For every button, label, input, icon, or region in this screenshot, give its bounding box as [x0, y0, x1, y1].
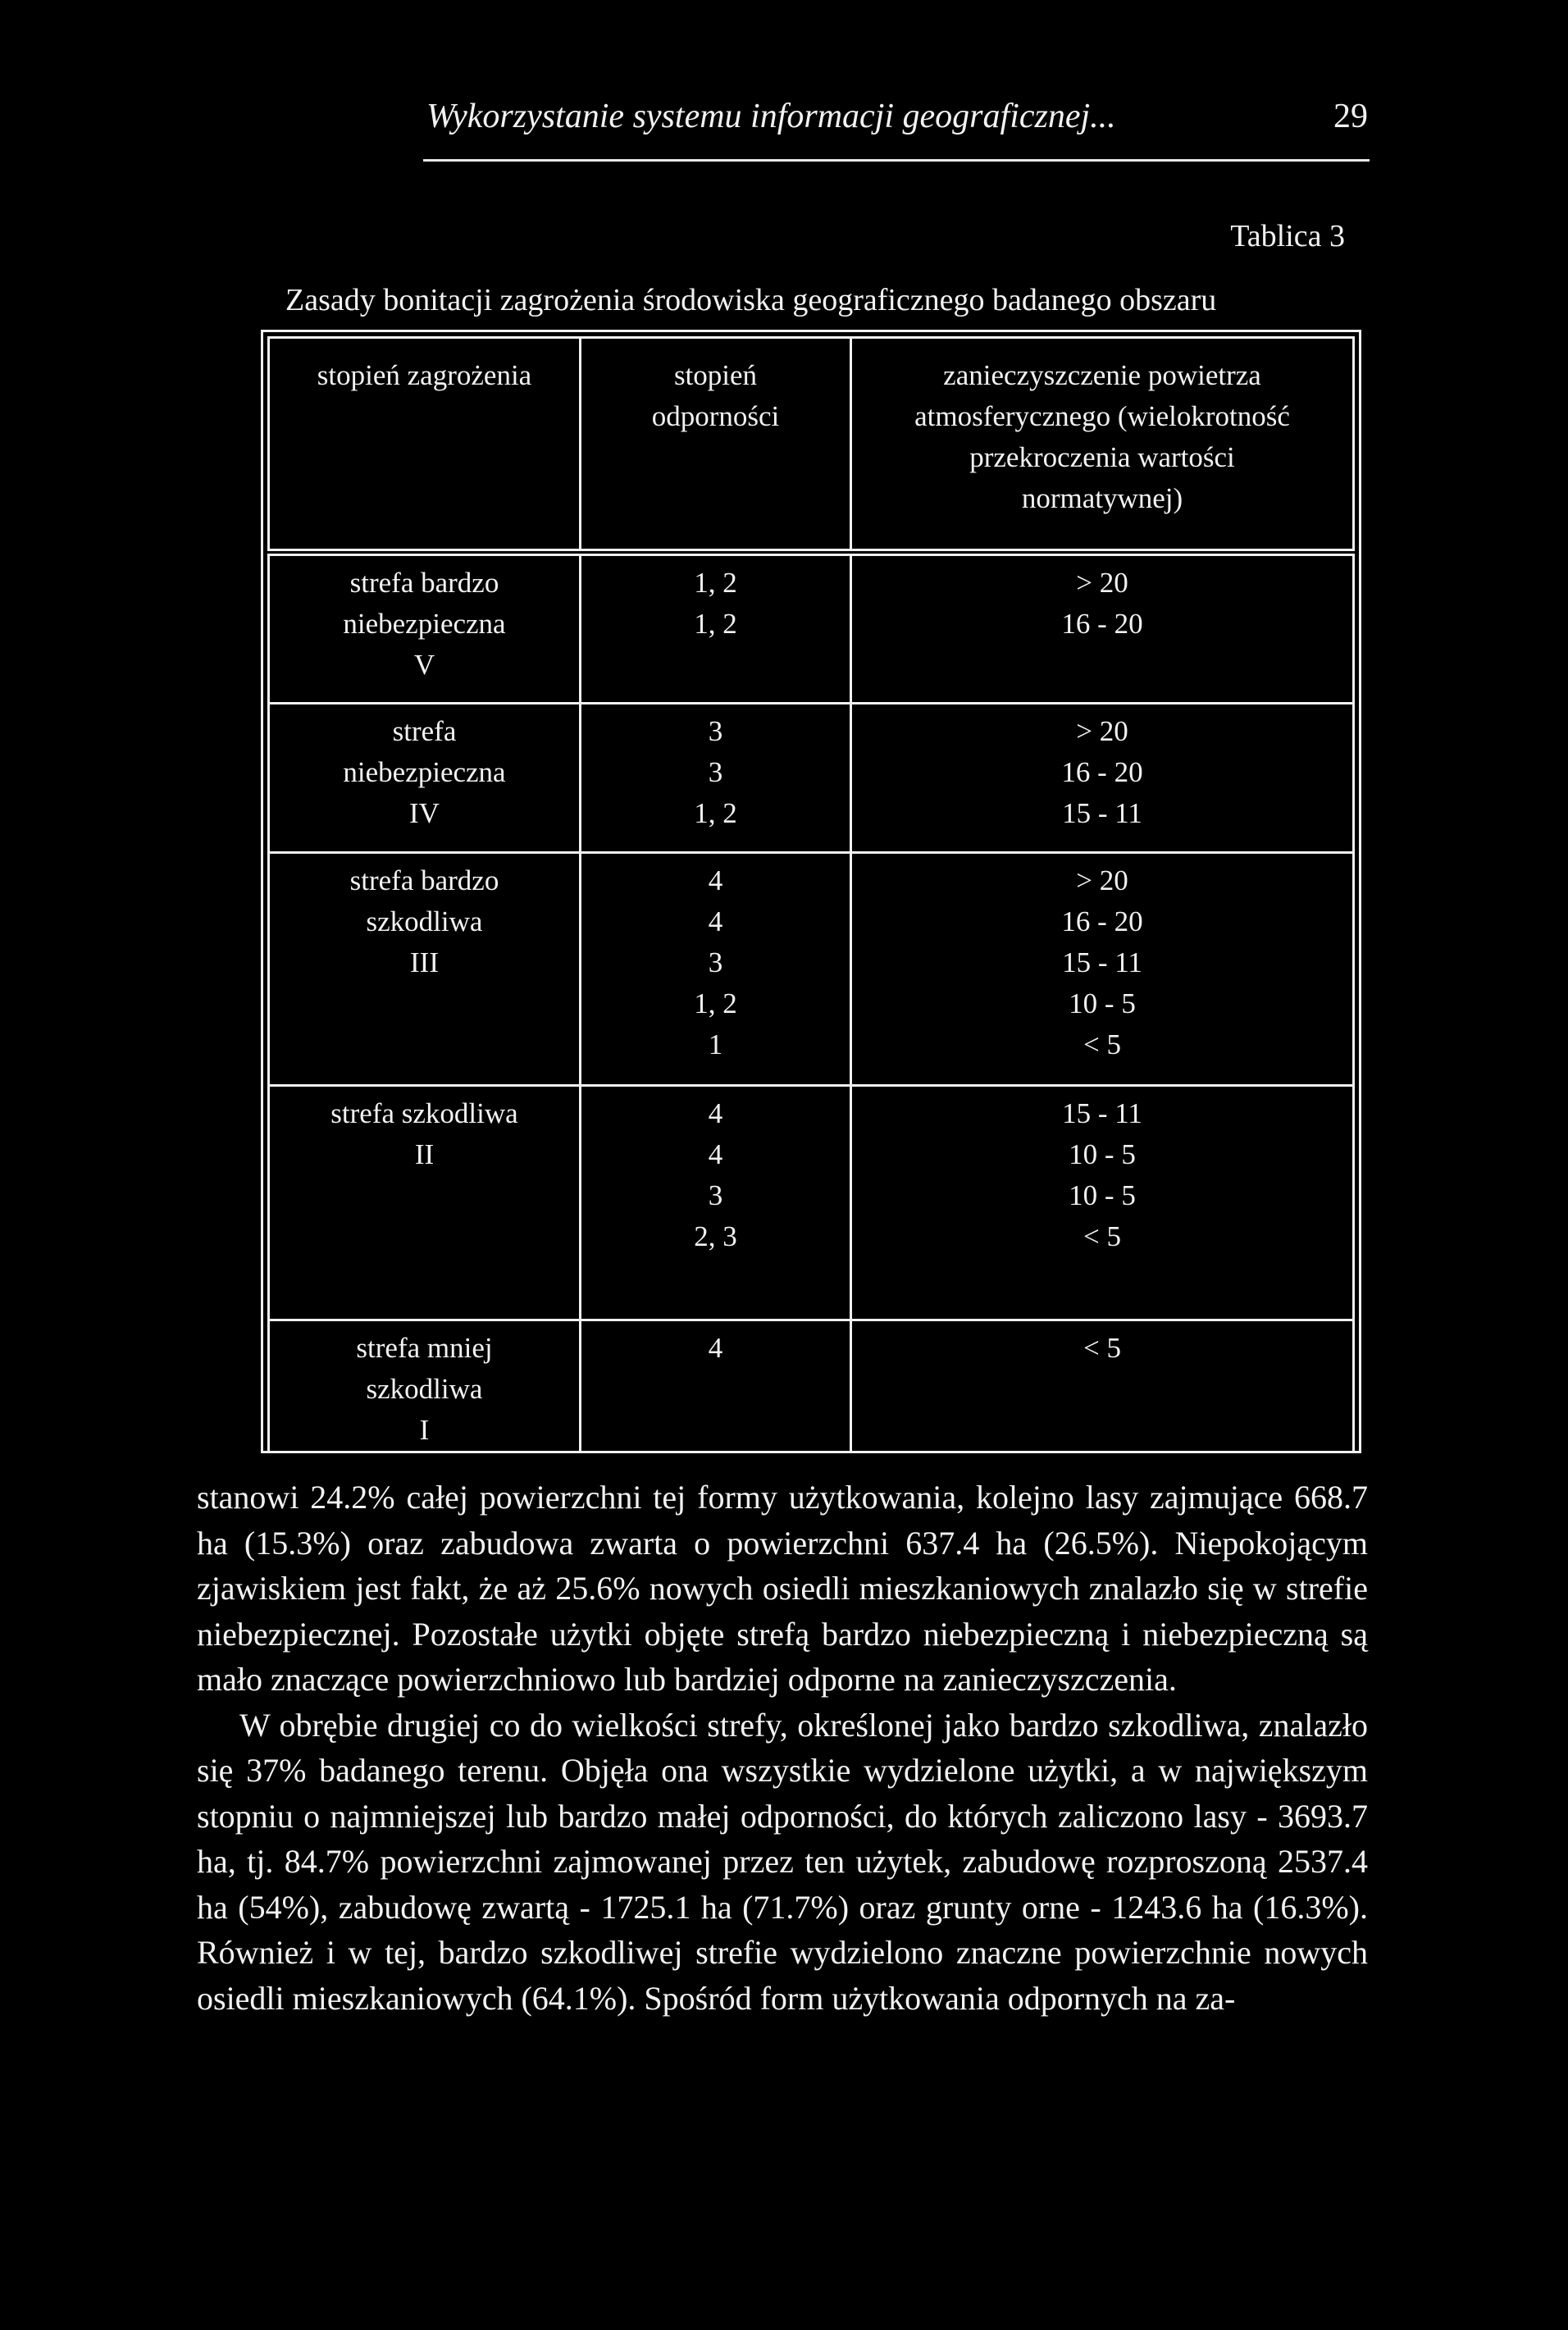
cell-line: > 20: [1076, 864, 1128, 896]
table-caption: Zasady bonitacji zagrożenia środowiska geograficznego badanego obszaru: [285, 283, 1217, 317]
cell-line: 4: [708, 905, 723, 937]
body-paragraph: W obrębie drugiej co do wielkości strefy, określonej jako bardzo szkodliwa, znalazło się 37% badanego terenu. Objęła ona wszystkie wydzielone użytki, a w największym stopniu o najmniejszej lub bardzo małej odporności, do których zaliczono lasy - 3693.7 ha, tj. 84.7% powierzchni zajmowanej przez ten użytek, zabudowę rozproszoną 2537.4 ha (54%), zabudowę zwartą - 1725.1 ha (71.7%) oraz grunty orne - 1243.6 ha (16.3%). Również i w tej, bardzo szkodliwej strefie wydzielono znaczne powierzchnie nowych osiedli mieszkaniowych (64.1%). Spośród form użytkowania odpornych na za-: [197, 1706, 1368, 2017]
table-row: [269, 1320, 1354, 1452]
cell-line: 16 - 20: [1061, 608, 1143, 640]
cell-line: 16 - 20: [1061, 756, 1143, 788]
cell-line: 15 - 11: [1062, 946, 1142, 978]
cell-line: > 20: [1076, 715, 1128, 747]
cell-line: IV: [409, 797, 440, 829]
pollution-cell: [851, 1086, 1354, 1320]
cell-line: przekroczenia wartości: [969, 441, 1235, 473]
cell-line: odporności: [651, 400, 780, 432]
cell-line: 15 - 11: [1062, 1097, 1142, 1129]
cell-line: niebezpieczna: [343, 608, 506, 640]
cell-line: < 5: [1083, 1028, 1121, 1060]
resistance-cell: [581, 853, 851, 1086]
cell-line: niebezpieczna: [343, 756, 506, 788]
pollution-cell: [851, 704, 1354, 853]
cell-line: stopień: [673, 359, 758, 391]
bonitation-table: [267, 336, 1355, 1453]
cell-line: > 20: [1076, 567, 1128, 599]
resistance-cell: [581, 553, 851, 704]
pollution-cell: [851, 553, 1354, 704]
cell-line: I: [419, 1414, 430, 1446]
running-title: Wykorzystanie systemu informacji geograficznej...: [426, 98, 1116, 135]
cell-line: 15 - 11: [1062, 797, 1142, 829]
bonitation-table-frame: [261, 330, 1361, 1453]
table-header-row: [269, 338, 1354, 553]
cell-line: atmosferycznego (wielokrotność: [914, 400, 1290, 432]
cell-line: 4: [708, 1138, 723, 1170]
cell-line: 4: [708, 864, 723, 896]
zone-cell: [269, 1320, 581, 1452]
cell-line: normatywnej): [1021, 482, 1183, 514]
cell-line: strefa bardzo: [349, 567, 499, 599]
resistance-cell: [581, 704, 851, 853]
cell-line: V: [413, 649, 435, 681]
cell-line: II: [414, 1138, 435, 1170]
cell-line: strefa: [392, 715, 457, 747]
column-header-resistance-level: [581, 338, 851, 553]
cell-line: < 5: [1083, 1332, 1121, 1364]
cell-line: < 5: [1083, 1220, 1121, 1252]
cell-line: 3: [708, 715, 723, 747]
cell-line: 10 - 5: [1069, 987, 1136, 1019]
resistance-cell: [581, 1320, 851, 1452]
zone-cell: [269, 1086, 581, 1320]
cell-line: strefa mniej: [356, 1332, 493, 1364]
cell-line: strefa szkodliwa: [330, 1097, 518, 1129]
cell-line: stopień zagrożenia: [317, 359, 532, 391]
cell-line: szkodliwa: [366, 1373, 483, 1405]
page-number: 29: [1333, 98, 1368, 135]
header-rule: [423, 159, 1370, 162]
cell-line: 3: [708, 756, 723, 788]
cell-line: strefa bardzo: [349, 864, 499, 896]
cell-line: 4: [708, 1097, 723, 1129]
table-row: [269, 553, 1354, 704]
body-text: [197, 1475, 1368, 2021]
cell-line: 10 - 5: [1069, 1138, 1136, 1170]
running-header: [426, 97, 1368, 143]
cell-line: III: [410, 946, 439, 978]
cell-line: 3: [708, 1179, 723, 1211]
column-header-threat-level: [269, 338, 581, 553]
zone-cell: [269, 553, 581, 704]
pollution-cell: [851, 1320, 1354, 1452]
cell-line: 2, 3: [694, 1220, 737, 1252]
cell-line: 1, 2: [694, 987, 737, 1019]
cell-line: 3: [708, 946, 723, 978]
cell-line: 1, 2: [694, 797, 737, 829]
pollution-cell: [851, 853, 1354, 1086]
resistance-cell: [581, 1086, 851, 1320]
cell-line: 1: [708, 1028, 723, 1060]
cell-line: 10 - 5: [1069, 1179, 1136, 1211]
cell-line: 1, 2: [694, 567, 737, 599]
table-label: Tablica 3: [1230, 219, 1345, 253]
cell-line: zanieczyszczenie powietrza: [943, 359, 1261, 391]
table-row: [269, 704, 1354, 853]
cell-line: 1, 2: [694, 608, 737, 640]
column-header-air-pollution: [851, 338, 1354, 553]
cell-line: 4: [708, 1332, 723, 1364]
zone-cell: [269, 704, 581, 853]
table-row: [269, 1086, 1354, 1320]
cell-line: szkodliwa: [366, 905, 483, 937]
cell-line: 16 - 20: [1061, 905, 1143, 937]
table-row: [269, 853, 1354, 1086]
body-paragraph: stanowi 24.2% całej powierzchni tej formy użytkowania, kolejno lasy zajmujące 668.7 ha (15.3%) oraz zabudowa zwarta o powierzchni 637.4 ha (26.5%). Niepokojącym zjawiskiem jest fakt, że aż 25.6% nowych osiedli mieszkaniowych znalazło się w strefie niebezpiecznej. Pozostałe użytki objęte strefą bardzo niebezpieczną i niebezpieczną są mało znaczące powierzchniowo lub bardziej odporne na zanieczyszczenia.: [197, 1479, 1368, 1698]
zone-cell: [269, 853, 581, 1086]
